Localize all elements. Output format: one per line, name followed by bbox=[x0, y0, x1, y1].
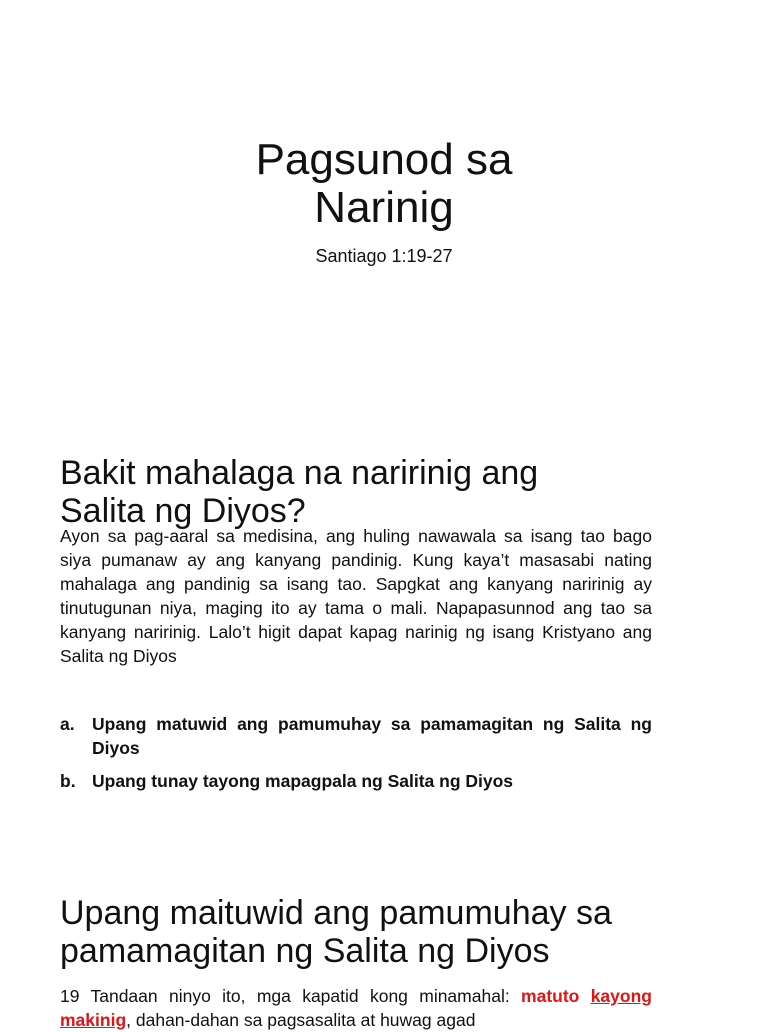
section-heading-importance bbox=[60, 454, 720, 530]
slide-subtitle: Santiago 1:19-27 bbox=[315, 246, 453, 266]
verse-paragraph bbox=[60, 984, 652, 1032]
verse-highlight-underlined: kayong makinig bbox=[60, 986, 652, 1030]
reason-list bbox=[60, 712, 652, 802]
slide-title-line-1: Pagsunod sa bbox=[255, 135, 513, 184]
list-item bbox=[60, 769, 652, 793]
list-marker: a. bbox=[60, 714, 75, 734]
list-item bbox=[60, 712, 652, 760]
section-heading-righteous-living bbox=[60, 894, 720, 970]
slide-title bbox=[0, 136, 768, 232]
list-marker: b. bbox=[60, 771, 76, 791]
section-heading-line-1: Upang maituwid ang pamumuhay sa bbox=[60, 894, 612, 932]
section-heading-line-2: pamamagitan ng Salita ng Diyos bbox=[60, 932, 550, 970]
section-heading-line-2: Salita ng Diyos? bbox=[60, 492, 306, 530]
section-heading-line-1: Bakit mahalaga na naririnig ang bbox=[60, 454, 539, 492]
intro-paragraph: Ayon sa pag-aaral sa medisina, ang huling nawawala sa isang tao bago siya pumanaw ay ang kanyang pandinig. Kung kaya’t masasabi nating mahalaga ang pandinig sa isang tao. Sapgkat ang kanyang naririnig ay tinutugunan niya, maging ito ay tama o mali. Napapasunnod ang tao sa kanyang naririnig. Lalo’t higit dapat kapag narinig ng isang Kristyano ang Salita ng Diyos bbox=[60, 526, 652, 666]
verse-text-rest: , dahan-dahan sa pagsasalita at huwag agad bbox=[126, 1010, 476, 1030]
verse-text: 19 Tandaan ninyo ito, mga kapatid kong minamahal: bbox=[60, 986, 522, 1006]
list-item-text: Upang tunay tayong mapagpala ng Salita ng Diyos bbox=[92, 771, 514, 791]
verse-space bbox=[579, 986, 590, 1006]
slide-title-line-2: Narinig bbox=[314, 183, 454, 232]
list-item-text: Upang matuwid ang pamumuhay sa pamamagitan ng Salita ng Diyos bbox=[92, 714, 652, 758]
verse-highlight: matuto bbox=[521, 986, 580, 1006]
